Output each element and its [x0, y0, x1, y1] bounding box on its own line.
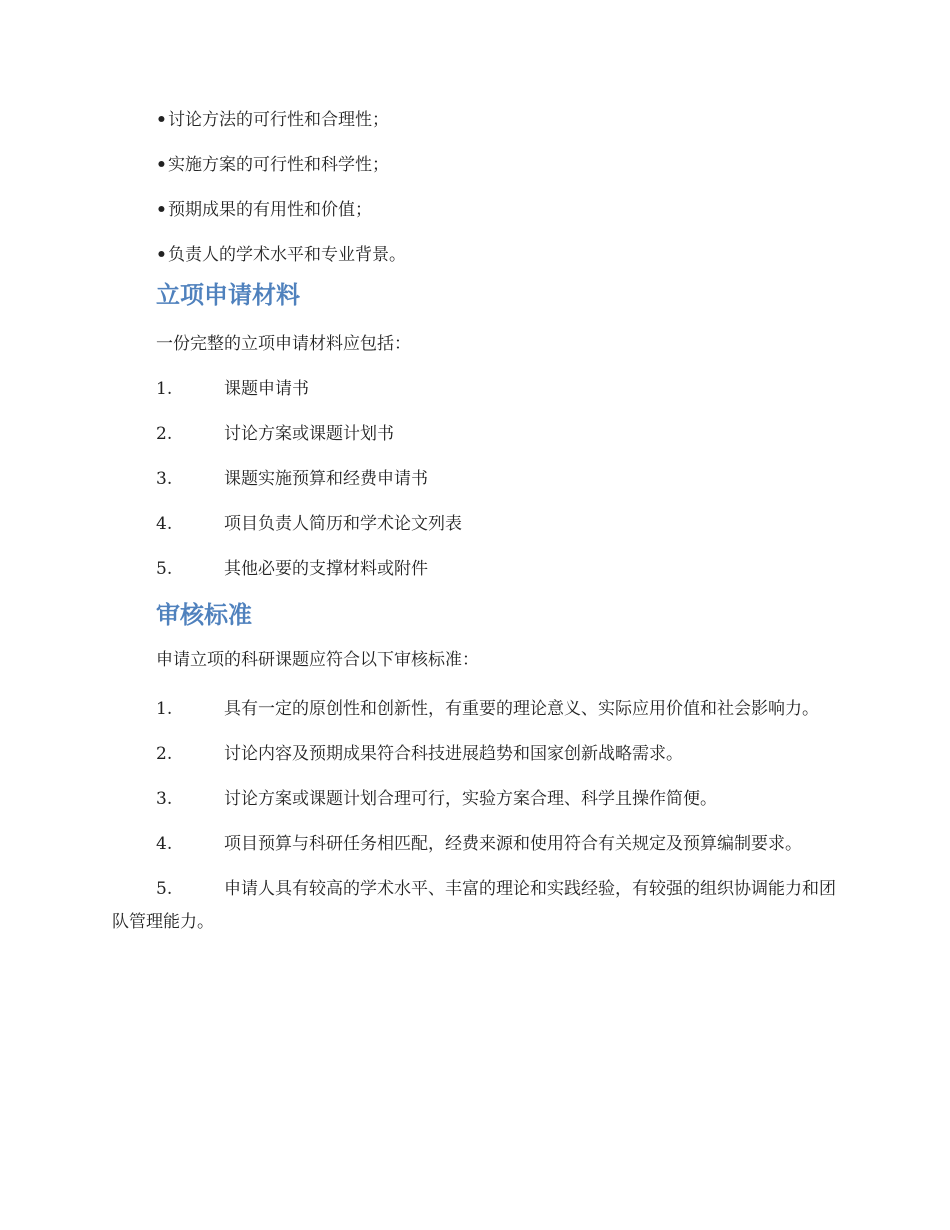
- list-number: 3.: [156, 789, 173, 809]
- bullet-dot-icon: •: [156, 110, 167, 130]
- bullet-text: 实施方案的可行性和科学性；: [168, 155, 389, 175]
- bullet-dot-icon: •: [156, 200, 167, 220]
- bullet-text: 预期成果的有用性和价值；: [168, 200, 372, 220]
- bullet-dot-icon: •: [156, 245, 167, 265]
- list-number: 4.: [156, 514, 173, 534]
- document-content: [112, 108, 842, 951]
- bullet-item: [156, 243, 842, 267]
- bullet-item: [156, 153, 842, 177]
- list-text: 具有一定的原创性和创新性，有重要的理论意义、实际应用价值和社会影响力。: [224, 699, 819, 719]
- section-intro: 申请立项的科研课题应符合以下审核标准：: [156, 650, 479, 670]
- list-item: [156, 422, 842, 446]
- list-text: 讨论内容及预期成果符合科技进展趋势和国家创新战略需求。: [224, 744, 683, 764]
- list-text: 讨论方案或课题计划合理可行，实验方案合理、科学且操作简便。: [224, 789, 717, 809]
- list-number: 2.: [156, 744, 173, 764]
- list-number: 1.: [156, 379, 173, 399]
- list-text: 课题申请书: [224, 379, 309, 399]
- criteria-item: [112, 738, 842, 771]
- criteria-item: [112, 693, 842, 726]
- section-heading-review-criteria: 审核标准: [156, 601, 252, 629]
- section-heading-application-materials: 立项申请材料: [156, 281, 300, 309]
- list-number: 3.: [156, 469, 173, 489]
- list-number: 5.: [156, 879, 173, 899]
- bullet-item: [156, 108, 842, 132]
- list-item: [156, 467, 842, 491]
- list-item: [156, 557, 842, 581]
- criteria-item: [112, 873, 842, 939]
- list-item: [156, 377, 842, 401]
- list-item: [156, 512, 842, 536]
- criteria-item: [112, 783, 842, 816]
- list-text: 项目预算与科研任务相匹配，经费来源和使用符合有关规定及预算编制要求。: [224, 834, 802, 854]
- list-number: 4.: [156, 834, 173, 854]
- list-text: 课题实施预算和经费申请书: [224, 469, 428, 489]
- list-text: 申请人具有较高的学术水平、丰富的理论和实践经验，有较强的组织协调能力和团队管理能力。: [112, 879, 836, 932]
- list-number: 1.: [156, 699, 173, 719]
- bullet-item: [156, 198, 842, 222]
- criteria-item: [112, 828, 842, 861]
- bullet-text: 负责人的学术水平和专业背景。: [168, 245, 406, 265]
- list-number: 2.: [156, 424, 173, 444]
- bullet-dot-icon: •: [156, 155, 167, 175]
- bullet-text: 讨论方法的可行性和合理性；: [168, 110, 389, 130]
- list-text: 讨论方案或课题计划书: [224, 424, 394, 444]
- list-text: 项目负责人简历和学术论文列表: [224, 514, 462, 534]
- section-intro: 一份完整的立项申请材料应包括：: [156, 334, 411, 354]
- list-text: 其他必要的支撑材料或附件: [224, 559, 428, 579]
- list-number: 5.: [156, 559, 173, 579]
